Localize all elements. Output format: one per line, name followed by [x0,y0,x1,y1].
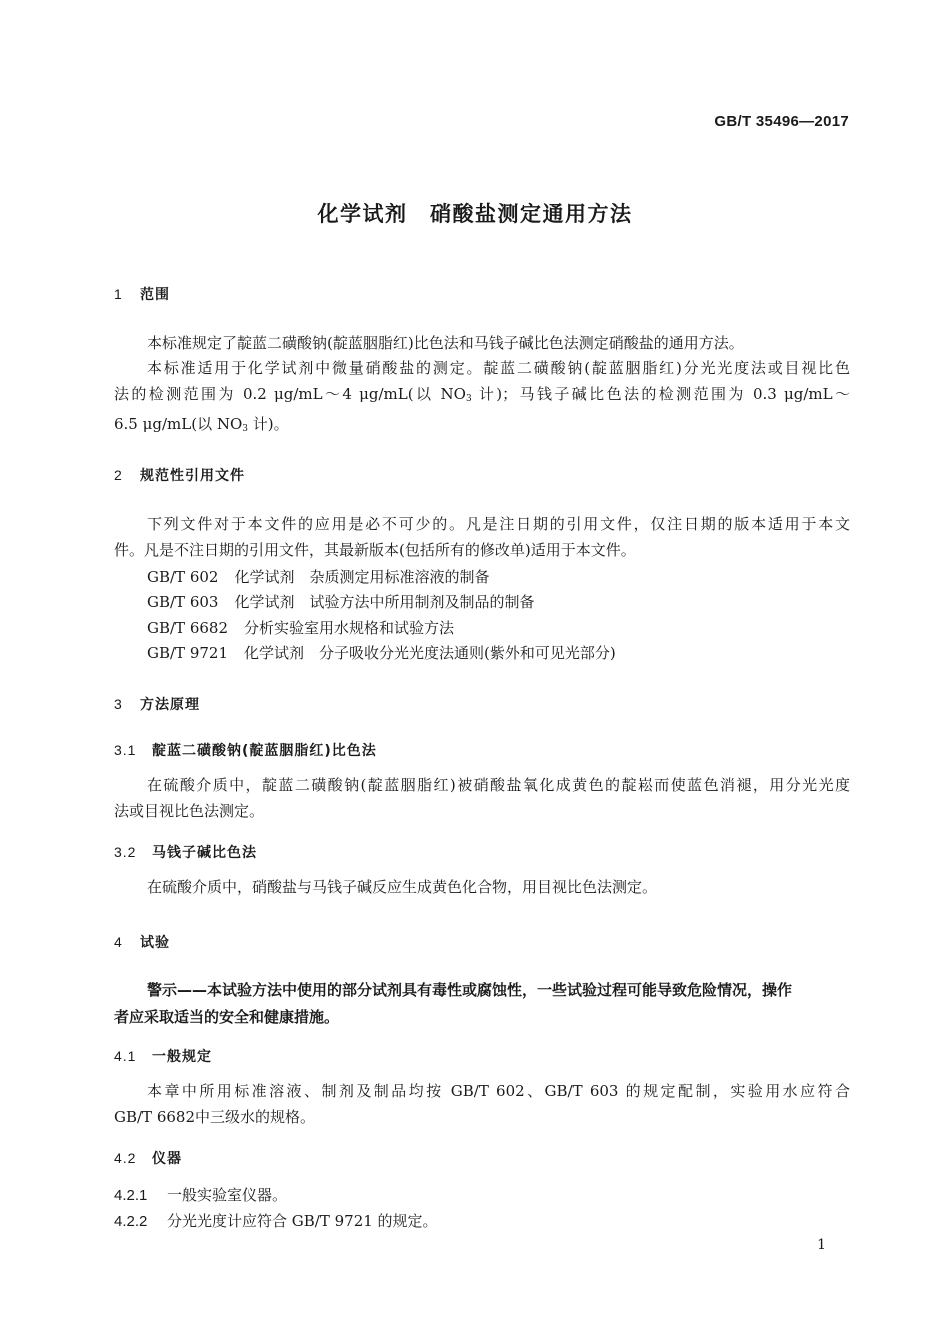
section-4-1-heading [114,1046,212,1066]
clause-item [114,1184,287,1205]
section-3-heading [114,694,200,714]
reference-code: GB/T 6682 [147,619,229,637]
text-line: 本标准规定了靛蓝二磺酸钠(靛蓝胭脂红)比色法和马钱子碱比色法测定硝酸盐的通用方法。 [147,334,744,352]
section-3-1-heading [114,740,377,760]
text-segment: 6.5 μg/mL(以 NO [114,415,243,433]
section-number: 3.2 [114,844,137,860]
warning-paragraph [114,977,850,1031]
clause-number: 4.2.2 [114,1213,148,1230]
reference-item [147,566,505,587]
text-line: 本标准适用于化学试剂中微量硝酸盐的测定。靛蓝二磺酸钠(靛蓝胭脂红)分光光度法或目视比色 [147,359,850,377]
text-line: 件。凡是不注日期的引用文件，其最新版本(包括所有的修改单)适用于本文件。 [114,540,636,559]
general-provisions-paragraph [114,1079,850,1130]
section-4-heading [114,932,170,952]
reference-code: GB/T 9721 [147,644,229,662]
normative-paragraph [114,512,850,563]
section-number: 3 [114,696,123,712]
section-title: 试验 [140,935,170,951]
clause-text: 一般实验室仪器。 [167,1186,288,1204]
text-segment: 法的检测范围为 0.2 μg/mL～4 μg/mL(以 NO [114,384,466,403]
reference-title: 化学试剂 分子吸收分光光度法通则(紫外和可见光部分) [244,644,616,662]
clause-item [114,1210,438,1231]
scope-paragraph-1 [114,331,850,357]
principle-3-2-paragraph [114,875,850,901]
section-title: 范围 [140,287,170,303]
section-number: 4.2 [114,1150,137,1166]
text-line: 本章中所用标准溶液、制剂及制品均按 GB/T 602、GB/T 603 的规定配制，实验用水应符合 [147,1082,850,1100]
text-line: 下列文件对于本文件的应用是必不可少的。凡是注日期的引用文件，仅注日期的版本适用于本文 [147,515,850,533]
text-segment: 计)；马钱子碱比色法的检测范围为 0.3 μg/mL～ [471,384,850,403]
section-2-heading [114,465,245,485]
section-title: 规范性引用文件 [140,468,245,484]
clause-text: 分光光度计应符合 GB/T 9721 的规定。 [167,1212,438,1230]
reference-item [147,591,550,612]
section-1-heading [114,284,170,304]
section-4-2-heading [114,1148,182,1168]
clause-number: 4.2.1 [114,1187,148,1204]
principle-3-1-paragraph [114,773,850,824]
section-title: 马钱子碱比色法 [152,845,257,861]
reference-title: 分析实验室用水规格和试验方法 [244,619,455,637]
subscript: 3 [242,424,248,434]
scope-paragraph-2 [114,356,850,443]
text-line: 在硫酸介质中，靛蓝二磺酸钠(靛蓝胭脂红)被硝酸盐氧化成黄色的靛崧而使蓝色消褪，用分光光度 [147,776,850,794]
document-title: 化学试剂 硝酸盐测定通用方法 [317,202,633,226]
text-line [114,382,850,413]
reference-code: GB/T 602 [147,568,219,586]
section-title: 方法原理 [140,697,200,713]
section-title: 一般规定 [152,1049,212,1065]
reference-code: GB/T 603 [147,593,219,611]
text-line: 在硫酸介质中，硝酸盐与马钱子碱反应生成黄色化合物，用目视比色法测定。 [147,878,658,896]
text-segment: 计)。 [248,415,289,433]
subscript: 3 [465,393,472,404]
section-number: 4 [114,934,123,950]
section-number: 4.1 [114,1048,137,1064]
section-title: 仪器 [152,1151,182,1167]
text-line: 警示——本试验方法中使用的部分试剂具有毒性或腐蚀性，一些试验过程可能导致危险情况，操作 [147,981,793,999]
text-line: GB/T 6682中三级水的规格。 [114,1107,316,1126]
reference-item [147,642,632,663]
standard-code: GB/T 35496—2017 [714,113,849,130]
reference-title: 化学试剂 试验方法中所用制剂及制品的制备 [234,593,535,611]
reference-item [147,617,470,638]
reference-title: 化学试剂 杂质测定用标准溶液的制备 [234,568,490,586]
text-line: 法或目视比色法测定。 [114,801,265,820]
page-number: 1 [817,1237,826,1253]
section-3-2-heading [114,842,257,862]
section-number: 1 [114,286,123,302]
text-line [114,412,850,443]
section-title: 靛蓝二磺酸钠(靛蓝胭脂红)比色法 [152,743,377,759]
text-line: 者应采取适当的安全和健康措施。 [114,1008,340,1026]
section-number: 3.1 [114,742,137,758]
section-number: 2 [114,467,123,483]
